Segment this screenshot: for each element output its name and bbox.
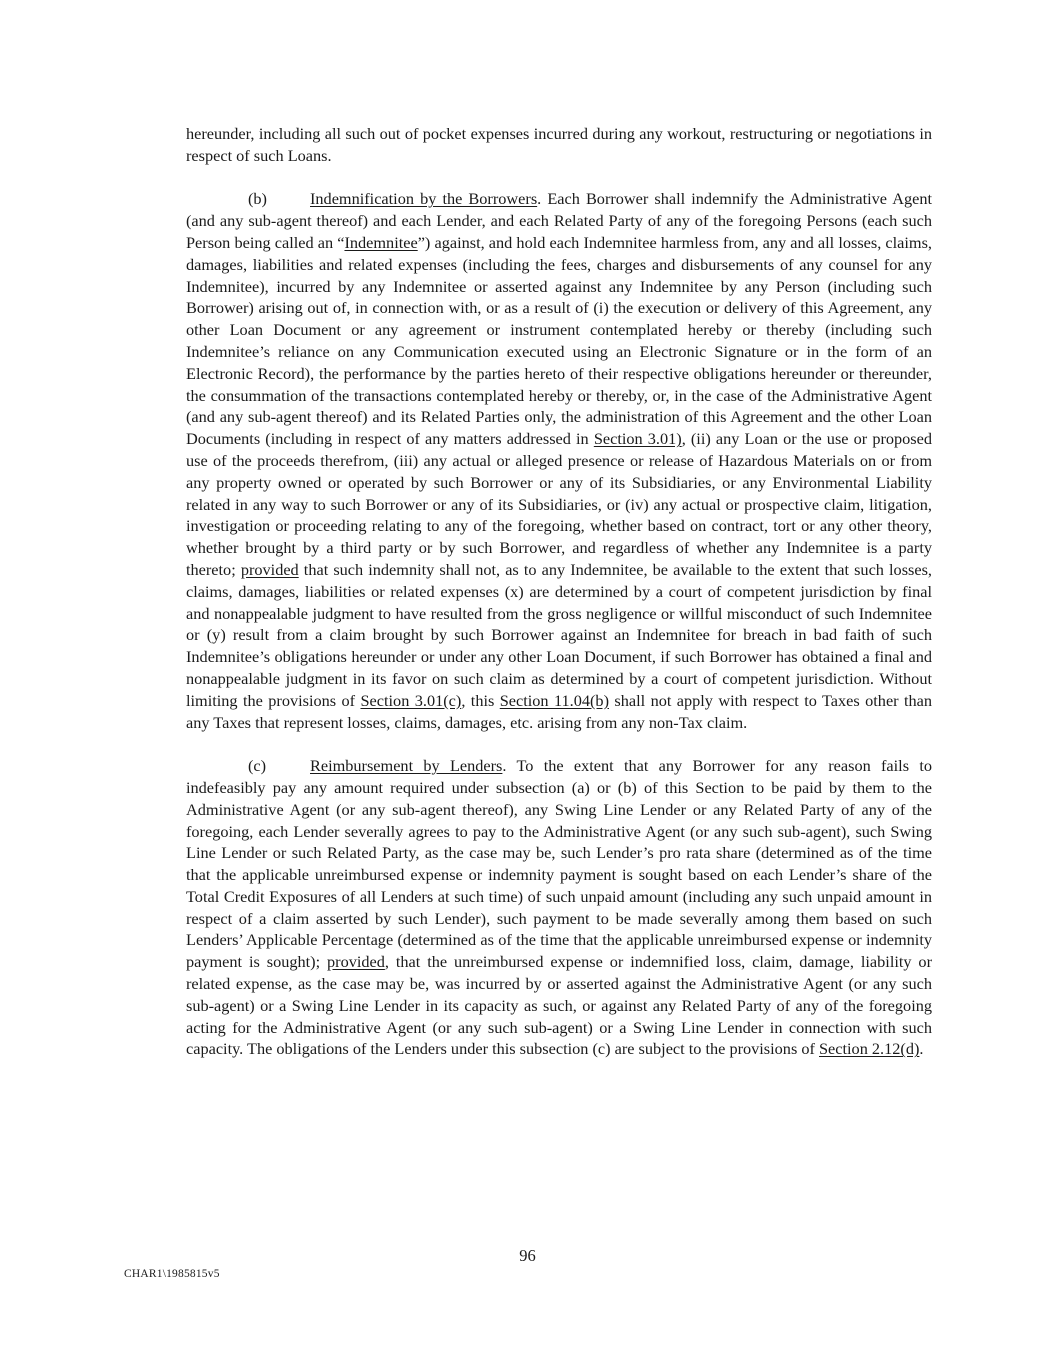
section-reference-11-04-b: Section 11.04(b) <box>499 690 609 710</box>
carryover-text: hereunder, including all such out of pocket expenses incurred during any workout, restructuring or negotiations in respect of such Loans. <box>186 124 932 165</box>
section-reference-2-12-d: Section 2.12(d) <box>819 1039 920 1059</box>
paragraph-c <box>186 755 932 1060</box>
paragraph-b-text-2: ”) against, and hold each Indemnitee harmless from, any and all losses, claims, damages, liabilities and related expenses (including the fees, charges and disbursements of any counsel for any Indemnitee), incurred by any Indemnitee or asserted against any Indemnitee by any Person (including such Borrower) arising out of, in connection with, or as a result of (i) the execution or delivery of this Agreement, any other Loan Document or any agreement or instrument contemplated hereby or thereby (including such Indemnitee’s reliance on any Communication executed using an Electronic Signature or in the form of an Electronic Record), the performance by the parties hereto of their respective obligations hereunder or thereunder, the consummation of the transactions contemplated hereby or thereby, or, in the case of the Administrative Agent (and any sub-agent thereof) and its Related Parties only, the administration of this Agreement and the other Loan Documents (including in respect of any matters addressed in <box>186 232 933 449</box>
page-number: 96 <box>519 1246 536 1265</box>
paragraph-b-text-3: , (ii) any Loan or the use or proposed use of the proceeds therefrom, (iii) any actual or alleged presence or release of Hazardous Materials on or from any property owned or operated by such Borrower or any of its Subsidiaries, or any Environmental Liability related in any way to such Borrower or any of its Subsidiaries, or (iv) any actual or prospective claim, litigation, investigation or proceeding relating to any of the foregoing, whether based on contract, tort or any other theory, whether brought by a third party or by such Borrower, and regardless of whether any Indemnitee is a party thereto; <box>186 429 933 579</box>
paragraph-c-heading: Reimbursement by Lenders <box>310 756 503 776</box>
paragraph-c-text-1: . To the extent that any Borrower for any reason fails to indefeasibly pay any amount required under subsection (a) or (b) of this Section to be paid by them to the Administrative Agent (or any sub-agent thereof), any Swing Line Lender or any Related Party of any of the foregoing, each Lender severally agrees to pay to the Administrative Agent (or any such sub-agent), such Swing Line Lender or such Related Party, as the case may be, such Lender’s pro rata share (determined as of the time that the applicable unreimbursed expense or indemnity payment is sought based on each Lender’s share of the Total Credit Exposures of all Lenders at such time) of such unpaid amount (including any such unpaid amount in respect of a claim asserted by such Lender), such payment to be made severally among them based on such Lenders’ Applicable Percentage (determined as of the time that the applicable unreimbursed expense or indemnity payment is sought); <box>186 756 932 972</box>
paragraph-b-text-4: that such indemnity shall not, as to any Indemnitee, be available to the extent that such losses, claims, damages, liabilities or related expenses (x) are determined by a court of competent jurisdiction by final and nonappealable judgment to have resulted from the gross negligence or willful misconduct of such Indemnitee or (y) result from a claim brought by such Borrower against an Indemnitee for breach in bad faith of such Indemnitee’s obligations hereunder or under any other Loan Document, if such Borrower has obtained a final and nonappealable judgment in its favor on such claim as determined by a court of competent jurisdiction. Without limiting the provisions of <box>186 559 933 710</box>
paragraph-b-text-6: shall not apply with respect to Taxes other than any Taxes that represent losses, claims, damages, etc. arising from any non-Tax claim. <box>186 690 933 732</box>
document-id: CHAR1\1985815v5 <box>124 1268 220 1280</box>
section-reference-3-01-c: Section 3.01(c) <box>360 690 462 710</box>
paragraph-c-label: (c) <box>248 756 267 776</box>
paragraph-b-text-1: . Each Borrower shall indemnify the Administrative Agent (and any sub-agent thereof) and each Lender, and each Related Party of any of the foregoing Persons (each such Person being called an “ <box>186 189 933 252</box>
paragraph-b-text-5: , this <box>461 690 500 710</box>
paragraph-b <box>186 188 932 733</box>
provided-term: provided <box>327 952 385 972</box>
provided-term: provided <box>240 559 299 579</box>
defined-term-indemnitee: Indemnitee <box>344 232 418 252</box>
paragraph-b-heading: Indemnification by the Borrowers <box>310 189 538 209</box>
carryover-paragraph <box>186 123 932 167</box>
paragraph-c-text-3: . <box>919 1039 924 1059</box>
paragraph-b-label: (b) <box>248 189 267 209</box>
paragraph-c-text-2: , that the unreimbursed expense or indemnified loss, claim, damage, liability or related expense, as the case may be, was incurred by or asserted against the Administrative Agent (or any such sub-agent) or a Swing Line Lender in its capacity as such, or against any Related Party of any of the foregoing acting for the Administrative Agent (or any such sub-agent) or a Swing Line Lender in connection with such capacity. The obligations of the Lenders under this subsection (c) are subject to the provisions of <box>186 952 932 1059</box>
document-body <box>186 123 932 1082</box>
section-reference-3-01: Section 3.01) <box>593 429 682 449</box>
